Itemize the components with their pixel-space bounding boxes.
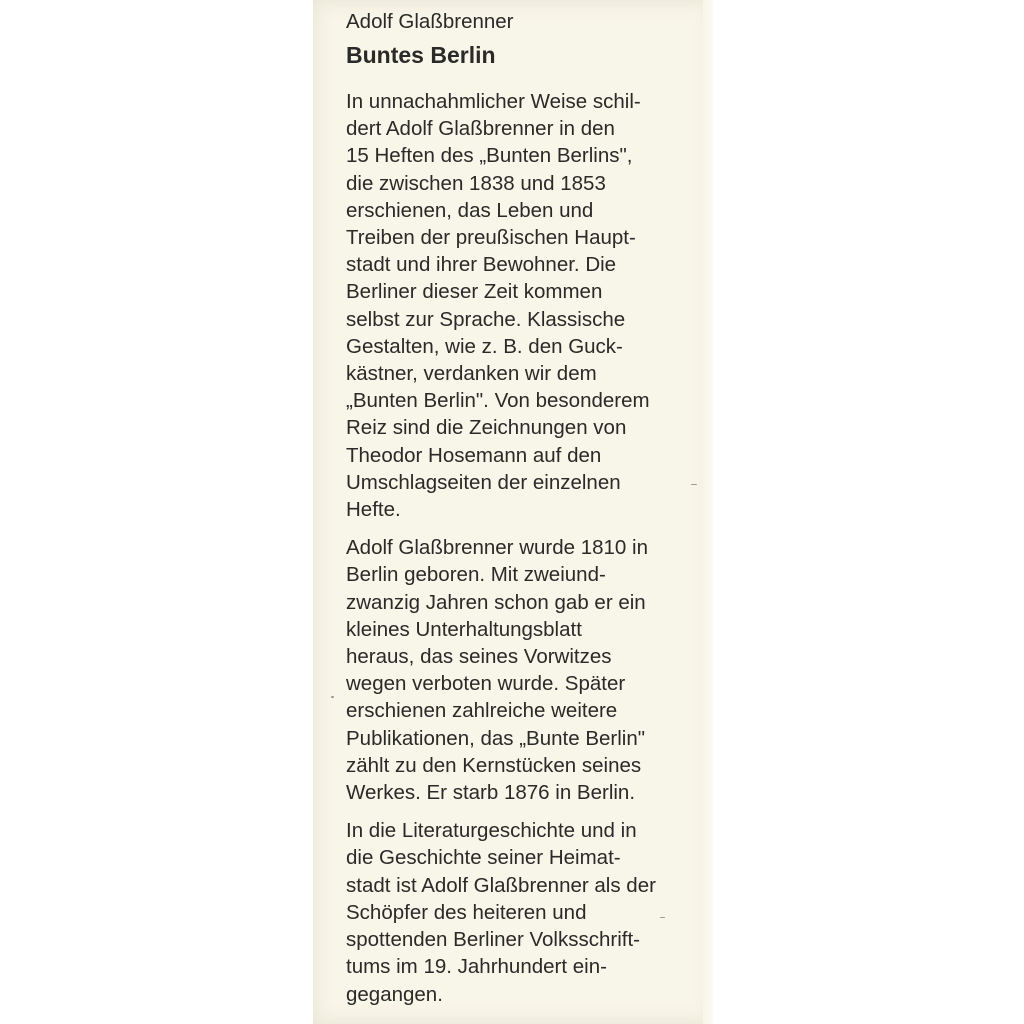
text-line: Werkes. Er starb 1876 in Berlin. bbox=[346, 781, 636, 805]
paragraph-2 bbox=[346, 534, 706, 806]
paragraph-1 bbox=[346, 88, 706, 523]
text-line: kästner, verdanken wir dem bbox=[346, 362, 597, 386]
book-title: Buntes Berlin bbox=[346, 42, 496, 68]
text-line: wegen verboten wurde. Später bbox=[346, 672, 626, 696]
text-line: Umschlagseiten der einzelnen bbox=[346, 470, 621, 494]
text-line: Publikationen, das „Bunte Berlin" bbox=[346, 726, 646, 750]
text-line: stadt und ihrer Bewohner. Die bbox=[346, 253, 617, 277]
text-line: „Bunten Berlin". Von besonderem bbox=[346, 389, 650, 413]
text-line: stadt ist Adolf Glaßbrenner als der bbox=[346, 873, 656, 897]
text-line: In die Literaturgeschichte und in bbox=[346, 819, 637, 843]
text-line: 15 Heften des „Bunten Berlins", bbox=[346, 144, 633, 168]
text-line: spottenden Berliner Volksschrift- bbox=[346, 928, 640, 952]
body-text bbox=[346, 88, 706, 1008]
text-line: Schöpfer des heiteren und bbox=[346, 900, 587, 924]
text-line: erschienen, das Leben und bbox=[346, 198, 594, 222]
text-line: dert Adolf Glaßbrenner in den bbox=[346, 117, 615, 141]
text-line: zwanzig Jahren schon gab er ein bbox=[346, 590, 646, 614]
text-line: Treiben der preußischen Haupt- bbox=[346, 226, 636, 250]
text-line: erschienen zahlreiche weitere bbox=[346, 699, 618, 723]
text-line: Gestalten, wie z. B. den Guck- bbox=[346, 334, 623, 358]
text-line: die Geschichte seiner Heimat- bbox=[346, 846, 621, 870]
text-line: Reiz sind die Zeichnungen von bbox=[346, 416, 627, 440]
text-line: die zwischen 1838 und 1853 bbox=[346, 171, 606, 195]
text-line: Adolf Glaßbrenner wurde 1810 in bbox=[346, 536, 648, 560]
text-line: tums im 19. Jahrhundert ein- bbox=[346, 955, 607, 979]
text-line: Hefte. bbox=[346, 498, 401, 522]
text-line: zählt zu den Kernstücken seines bbox=[346, 753, 642, 777]
paragraph-3 bbox=[346, 817, 706, 1007]
text-line: gegangen. bbox=[346, 982, 443, 1006]
text-line: selbst zur Sprache. Klassische bbox=[346, 307, 626, 331]
author-name: Adolf Glaßbrenner bbox=[346, 10, 514, 33]
text-line: Berliner dieser Zeit kommen bbox=[346, 280, 603, 304]
text-line: kleines Unterhaltungsblatt bbox=[346, 617, 582, 641]
text-line: Berlin geboren. Mit zweiund- bbox=[346, 563, 606, 587]
paper-speck bbox=[331, 696, 334, 698]
text-line: heraus, das seines Vorwitzes bbox=[346, 645, 612, 669]
text-line: In unnachahmlicher Weise schil- bbox=[346, 90, 641, 113]
text-line: Theodor Hosemann auf den bbox=[346, 443, 602, 467]
document-text bbox=[346, 8, 706, 1008]
